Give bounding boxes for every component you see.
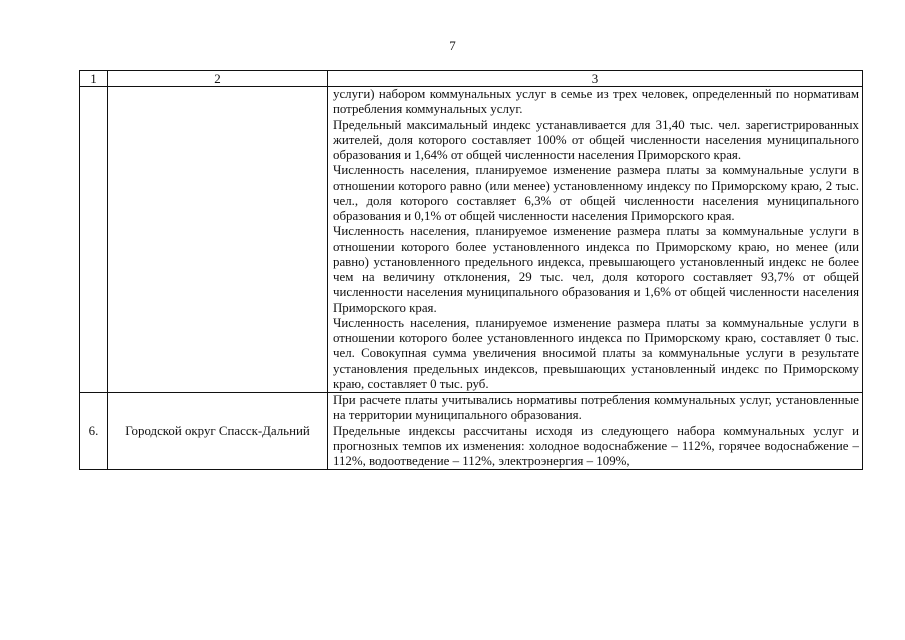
paragraph: Предельный максимальный индекс устанавливается для 31,40 тыс. чел. зарегистрированных жителей, доля которого составляет 100% от общей численности населения муниципального образования и 1,64% от общей численности населения Приморского края. xyxy=(333,117,859,162)
municipality-cell: Городской округ Спасск-Дальний xyxy=(108,393,328,470)
paragraph: При расчете платы учитывались нормативы потребления коммунальных услуг, установленные на территории муниципального образования. xyxy=(333,393,859,423)
paragraph: Предельные индексы рассчитаны исходя из следующего набора коммунальных услуг и прогнозных темпов их изменения: холодное водоснабжение – 112%, горячее водоснабжение – 112%, водоотведение – 112%, электроэнергия – 109%, xyxy=(333,423,859,468)
header-col-1: 1 xyxy=(80,71,108,87)
description-cell xyxy=(328,393,863,470)
header-col-3: 3 xyxy=(328,71,863,87)
table-row-6 xyxy=(80,393,863,470)
municipality-cell xyxy=(108,87,328,393)
header-col-2: 2 xyxy=(108,71,328,87)
table-header-row xyxy=(80,71,863,87)
data-table xyxy=(79,70,863,470)
paragraph: Численность населения, планируемое изменение размера платы за коммунальные услуги в отношении которого равно (или менее) установленному индексу по Приморскому краю, 2 тыс. чел., доля которого составляет 6,3% от общей численности населения муниципального образования и 0,1% от общей численности населения Приморского края. xyxy=(333,163,859,223)
row-number-cell: 6. xyxy=(80,393,108,470)
page-number: 7 xyxy=(449,38,456,53)
table-row-continued xyxy=(80,87,863,393)
description-cell xyxy=(328,87,863,393)
paragraph: Численность населения, планируемое изменение размера платы за коммунальные услуги в отношении которого более установленного индекса по Приморскому краю, составляет 0 тыс. чел. Совокупная сумма увеличения вносимой платы за коммунальные услуги в результате установления предельных индексов, превышающих установленный индекс по Приморскому краю, составляет 0 тыс. руб. xyxy=(333,315,859,391)
paragraph: Численность населения, планируемое изменение размера платы за коммунальные услуги в отношении которого более установленного индекса по Приморскому краю, но менее (или равно) установленного предельного индекса, превышающего установленный индекс не более чем на величину отклонения, 29 тыс. чел, доля которого составляет 93,7% от общей численности населения муниципального образования и 1,6% от общей численности населения Приморского края. xyxy=(333,224,859,315)
paragraph: услуги) набором коммунальных услуг в семье из трех человек, определенный по нормативам потребления коммунальных услуг. xyxy=(333,87,859,117)
row-number-cell xyxy=(80,87,108,393)
